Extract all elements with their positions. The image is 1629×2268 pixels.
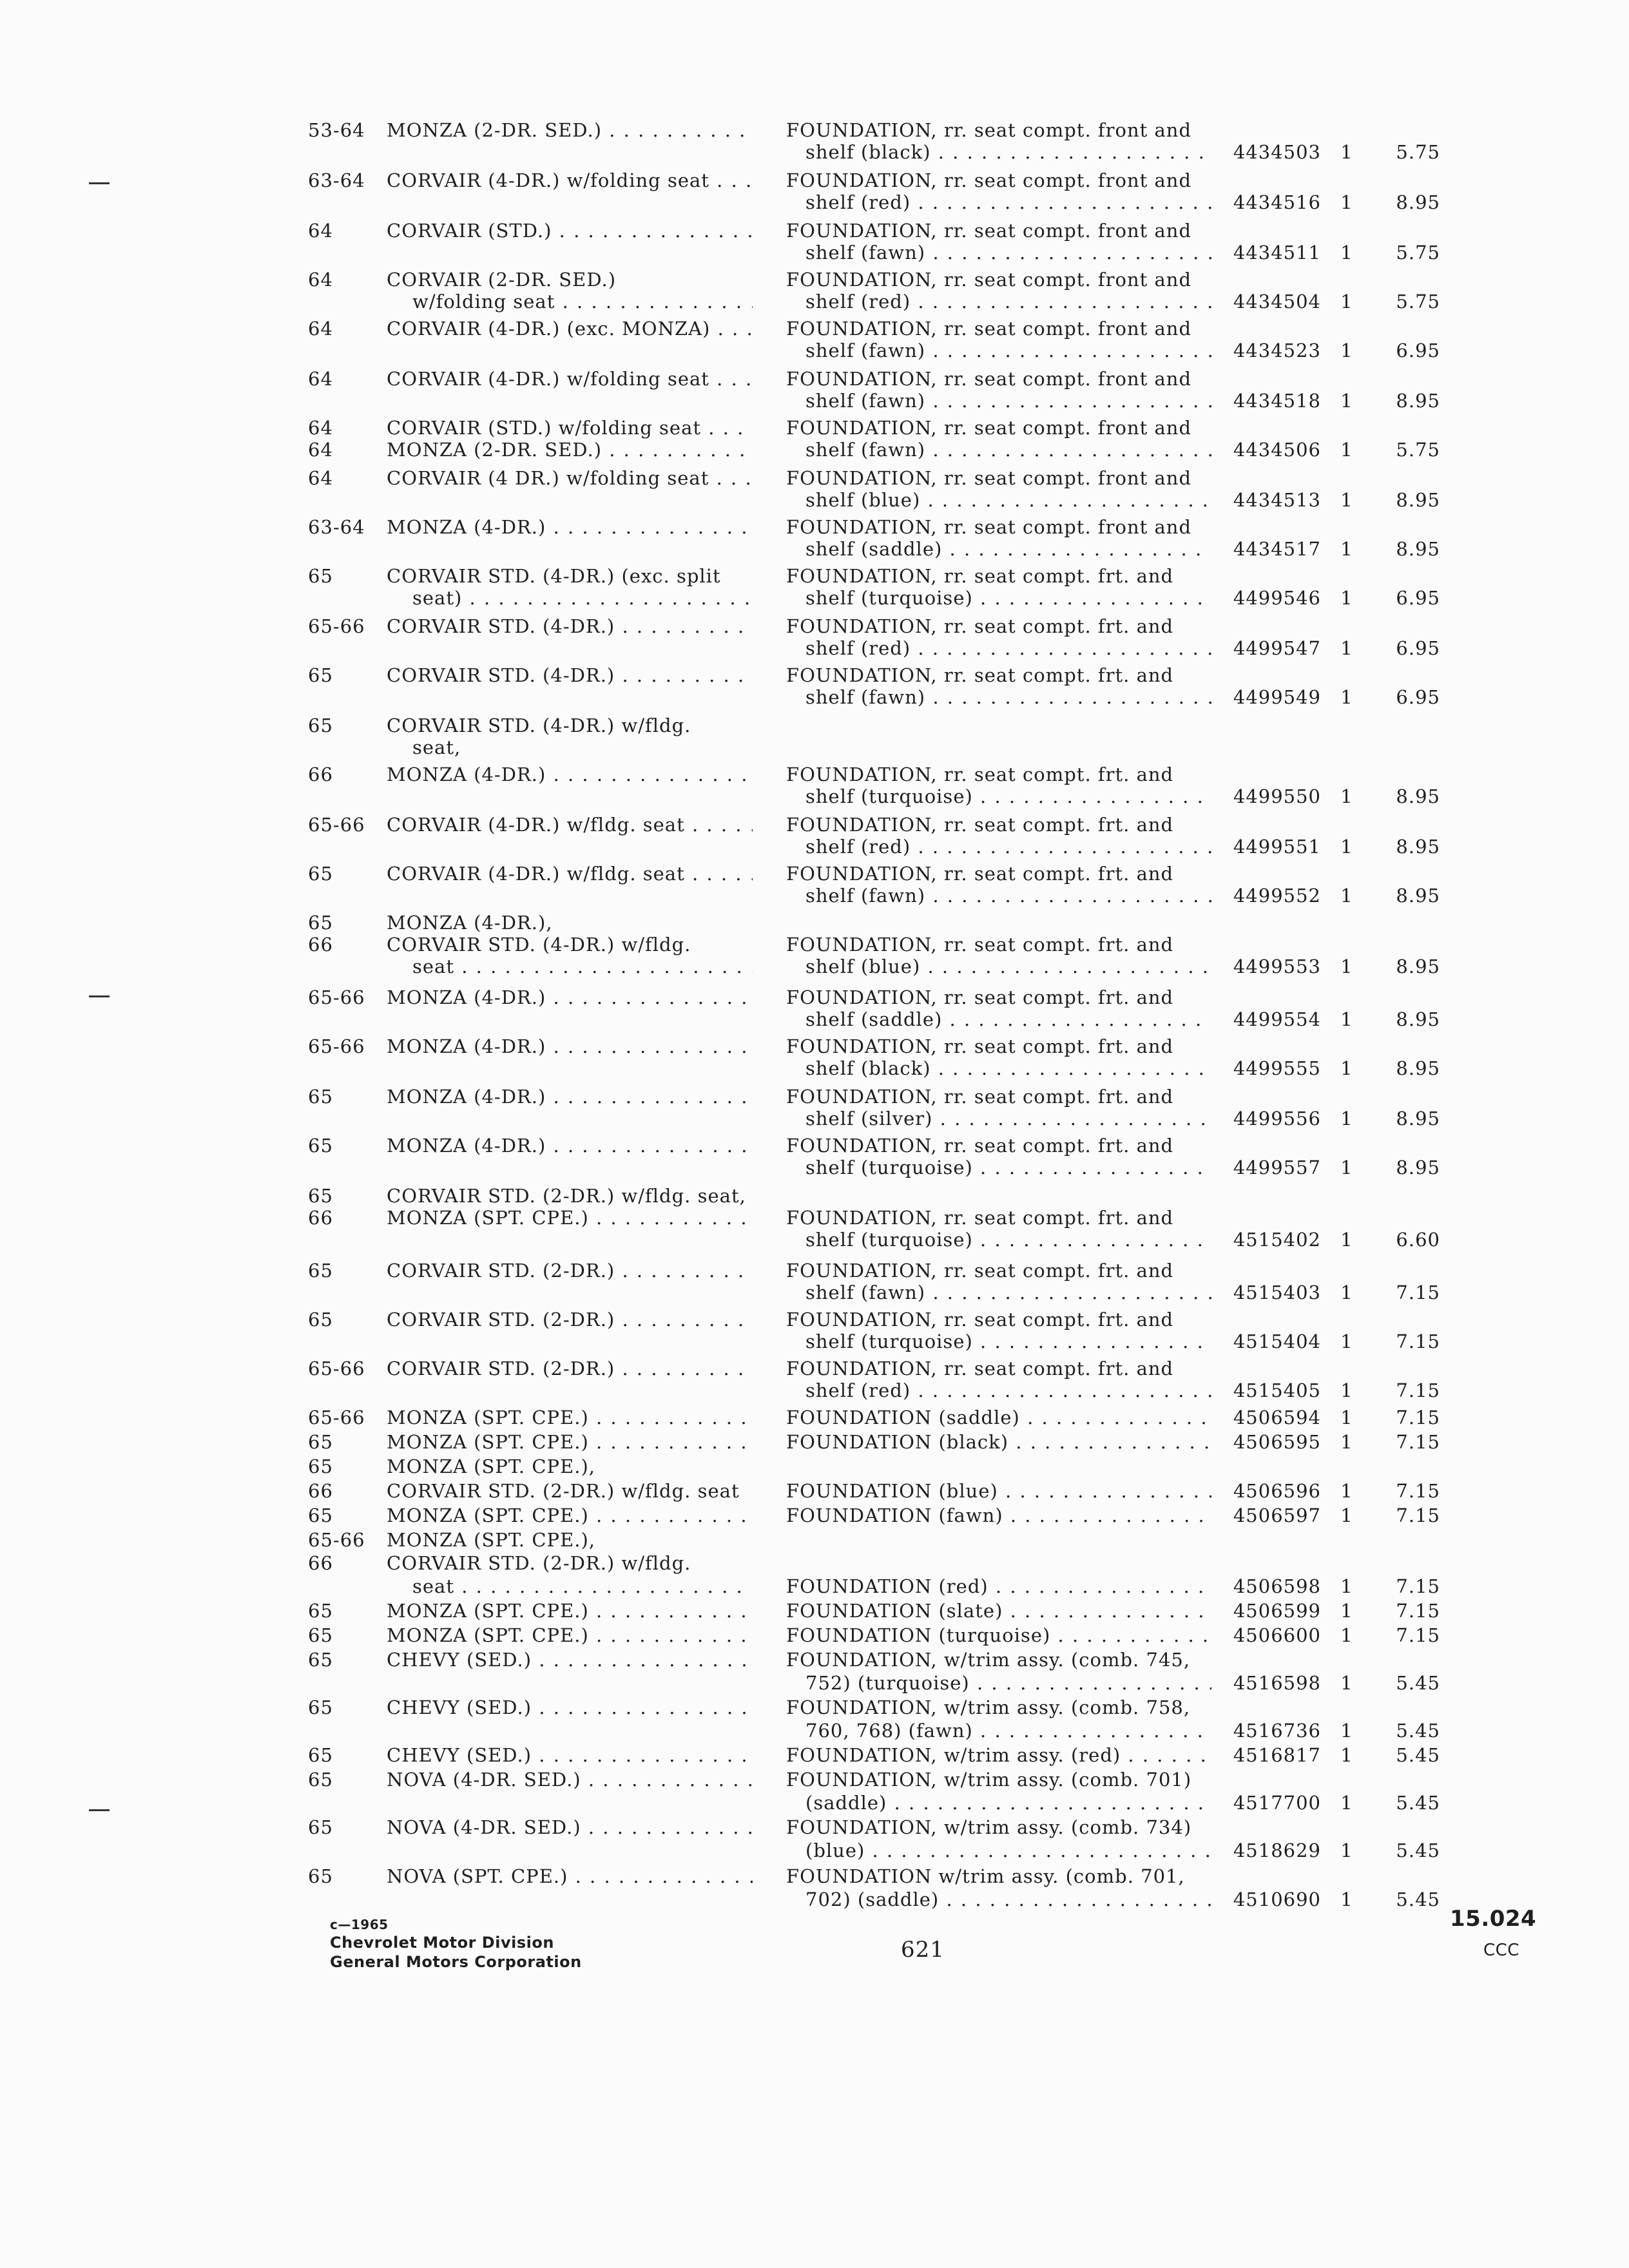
price: 7.15 [1396, 1480, 1440, 1502]
model-description: CORVAIR STD. (4-DR.) (exc. split [387, 565, 721, 587]
part-number: 4499554 [1233, 1008, 1321, 1030]
price: 6.95 [1396, 686, 1440, 708]
model-year: 65 [308, 1456, 333, 1477]
quantity: 1 [1340, 1624, 1353, 1646]
part-number: 4516598 [1233, 1672, 1321, 1694]
part-description: FOUNDATION, rr. seat compt. frt. and [786, 1260, 1174, 1282]
quantity: 1 [1340, 242, 1353, 264]
price: 7.15 [1396, 1504, 1440, 1526]
part-number: 4516736 [1233, 1720, 1321, 1742]
part-description: FOUNDATION, rr. seat compt. front and [786, 417, 1192, 439]
price: 7.15 [1396, 1624, 1440, 1646]
part-description: 752) (turquoise) . . . [805, 1671, 1211, 1695]
model-year: 65-66 [308, 615, 365, 637]
quantity: 1 [1340, 1407, 1353, 1428]
price: 7.15 [1396, 1600, 1440, 1622]
part-description: FOUNDATION, rr. seat compt. frt. and [786, 565, 1174, 587]
model-description: w/folding seat . . . [412, 290, 753, 313]
model-description: MONZA (4-DR.), [387, 912, 553, 934]
quantity: 1 [1340, 1672, 1353, 1694]
model-year: 64 [308, 368, 333, 390]
model-year: 65-66 [308, 1529, 365, 1551]
model-description: MONZA (SPT. CPE.) . . . [387, 1624, 753, 1647]
model-description: CORVAIR STD. (4-DR.) w/fldg. [387, 934, 691, 956]
model-description: seat . . . [412, 955, 753, 978]
price: 8.95 [1396, 1008, 1440, 1030]
model-year: 65 [308, 1309, 333, 1331]
part-description: FOUNDATION (fawn) . . . [786, 1504, 1211, 1527]
part-description: FOUNDATION, rr. seat compt. front and [786, 169, 1192, 191]
part-description: FOUNDATION, w/trim assy. (comb. 701) [786, 1769, 1192, 1791]
part-description: shelf (saddle) . . . [805, 537, 1211, 561]
quantity: 1 [1340, 785, 1353, 807]
part-description: FOUNDATION, w/trim assy. (red) . . . [786, 1744, 1211, 1767]
part-description: FOUNDATION, w/trim assy. (comb. 734) [786, 1816, 1192, 1838]
part-number: 4434516 [1233, 191, 1321, 213]
part-number: 4506594 [1233, 1407, 1321, 1428]
part-description: shelf (blue) . . . [805, 488, 1211, 512]
model-year: 65 [308, 1744, 333, 1766]
price: 8.95 [1396, 1057, 1440, 1079]
catalog-code: CCC [1483, 1941, 1519, 1960]
quantity: 1 [1340, 1057, 1353, 1079]
corporation-name: General Motors Corporation [330, 1953, 582, 1971]
part-description: shelf (turquoise) . . . [805, 1228, 1211, 1251]
part-number: 4506598 [1233, 1575, 1321, 1597]
part-description: FOUNDATION, rr. seat compt. frt. and [786, 1207, 1174, 1229]
model-description: CORVAIR STD. (2-DR.) . . . [387, 1308, 753, 1331]
model-description: MONZA (4-DR.) . . . [387, 763, 753, 786]
quantity: 1 [1340, 489, 1353, 511]
part-description: shelf (fawn) . . . [805, 686, 1211, 709]
model-description: MONZA (4-DR.) . . . [387, 1134, 753, 1157]
model-year: 65 [308, 1135, 333, 1157]
price: 5.75 [1396, 242, 1440, 264]
model-year: 66 [308, 1552, 333, 1574]
model-description: MONZA (4-DR.) . . . [387, 515, 753, 539]
model-description: CORVAIR (STD.) w/folding seat . . . [387, 416, 753, 439]
model-description: seat . . . [412, 1575, 753, 1598]
model-year: 65 [308, 1260, 333, 1282]
quantity: 1 [1340, 1720, 1353, 1742]
price: 8.95 [1396, 191, 1440, 213]
model-year: 65 [308, 715, 333, 736]
part-description: FOUNDATION, rr. seat compt. frt. and [786, 1358, 1174, 1379]
part-description: shelf (red) . . . [805, 835, 1211, 858]
part-description: FOUNDATION (saddle) . . . [786, 1406, 1211, 1429]
part-description: shelf (fawn) . . . [805, 1281, 1211, 1304]
part-number: 4434513 [1233, 489, 1321, 511]
model-year: 64 [308, 417, 333, 439]
price: 5.45 [1396, 1672, 1440, 1694]
model-year: 63-64 [308, 169, 365, 191]
part-description: 760, 768) (fawn) . . . [805, 1719, 1211, 1742]
part-description: shelf (fawn) . . . [805, 241, 1211, 264]
price: 5.45 [1396, 1840, 1440, 1861]
division-name: Chevrolet Motor Division [330, 1934, 554, 1952]
quantity: 1 [1340, 439, 1353, 461]
part-description: shelf (turquoise) . . . [805, 1330, 1211, 1353]
model-year: 66 [308, 1207, 333, 1229]
price: 6.95 [1396, 637, 1440, 659]
part-description: FOUNDATION, rr. seat compt. front and [786, 467, 1192, 489]
model-year: 64 [308, 318, 333, 340]
part-description: FOUNDATION, rr. seat compt. frt. and [786, 1309, 1174, 1331]
part-number: 4499550 [1233, 785, 1321, 807]
price: 7.15 [1396, 1407, 1440, 1428]
model-description: MONZA (SPT. CPE.), [387, 1456, 595, 1477]
part-number: 4499552 [1233, 885, 1321, 907]
price: 8.95 [1396, 785, 1440, 807]
model-year: 65-66 [308, 1407, 365, 1428]
part-number: 4506600 [1233, 1624, 1321, 1646]
model-description: seat, [412, 736, 461, 758]
price: 8.95 [1396, 885, 1440, 907]
part-number: 4434518 [1233, 390, 1321, 412]
part-description: FOUNDATION (turquoise) . . . [786, 1624, 1211, 1647]
quantity: 1 [1340, 1157, 1353, 1178]
part-number: 4499546 [1233, 587, 1321, 609]
model-year: 65 [308, 1624, 333, 1646]
model-description: seat) . . . [412, 586, 753, 610]
part-number: 4506597 [1233, 1504, 1321, 1526]
part-description: 702) (saddle) . . . [805, 1888, 1211, 1911]
price: 7.15 [1396, 1282, 1440, 1303]
model-year: 64 [308, 269, 333, 291]
part-description: shelf (red) . . . [805, 1379, 1211, 1402]
part-description: FOUNDATION (red) . . . [786, 1575, 1211, 1598]
model-description: CORVAIR (STD.) . . . [387, 219, 753, 242]
model-year: 65 [308, 1600, 333, 1622]
margin-tick [89, 182, 110, 184]
part-number: 4510690 [1233, 1888, 1321, 1910]
part-number: 4434523 [1233, 340, 1321, 361]
model-description: CHEVY (SED.) . . . [387, 1648, 753, 1671]
model-year: 65 [308, 1504, 333, 1526]
model-description: NOVA (SPT. CPE.) . . . [387, 1865, 753, 1888]
model-year: 53-64 [308, 119, 365, 141]
model-description: CHEVY (SED.) . . . [387, 1744, 753, 1767]
model-description: MONZA (4-DR.) . . . [387, 1035, 753, 1058]
part-description: FOUNDATION, rr. seat compt. front and [786, 318, 1192, 340]
part-number: 4506595 [1233, 1431, 1321, 1453]
price: 7.15 [1396, 1379, 1440, 1401]
model-description: MONZA (SPT. CPE.) . . . [387, 1430, 753, 1454]
price: 7.15 [1396, 1331, 1440, 1352]
price: 7.15 [1396, 1575, 1440, 1597]
part-description: FOUNDATION, w/trim assy. (comb. 745, [786, 1649, 1191, 1671]
part-number: 4516817 [1233, 1744, 1321, 1766]
model-description: MONZA (SPT. CPE.) . . . [387, 1504, 753, 1527]
model-year: 66 [308, 764, 333, 785]
price: 6.95 [1396, 587, 1440, 609]
model-year: 65 [308, 1816, 333, 1838]
model-year: 65 [308, 565, 333, 587]
part-description: FOUNDATION, rr. seat compt. frt. and [786, 1086, 1174, 1108]
part-number: 4499549 [1233, 686, 1321, 708]
quantity: 1 [1340, 1229, 1353, 1251]
part-description: shelf (fawn) . . . [805, 884, 1211, 907]
model-description: CORVAIR STD. (2-DR.) w/fldg. seat, [387, 1185, 746, 1207]
part-number: 4434504 [1233, 291, 1321, 312]
part-description: shelf (fawn) . . . [805, 389, 1211, 412]
part-description: shelf (turquoise) . . . [805, 785, 1211, 808]
model-year: 65 [308, 1649, 333, 1671]
part-description: FOUNDATION, w/trim assy. (comb. 758, [786, 1696, 1191, 1718]
model-description: CORVAIR (4-DR.) w/folding seat . . . [387, 169, 753, 192]
part-number: 4434517 [1233, 538, 1321, 560]
part-description: FOUNDATION, rr. seat compt. front and [786, 220, 1192, 242]
quantity: 1 [1340, 587, 1353, 609]
margin-tick [89, 1809, 110, 1811]
model-year: 63-64 [308, 516, 365, 538]
model-year: 65 [308, 1086, 333, 1108]
part-number: 4517700 [1233, 1792, 1321, 1814]
price: 8.95 [1396, 836, 1440, 858]
quantity: 1 [1340, 538, 1353, 560]
part-description: shelf (silver) . . . [805, 1107, 1211, 1130]
price: 8.95 [1396, 489, 1440, 511]
price: 8.95 [1396, 390, 1440, 412]
model-year: 64 [308, 439, 333, 461]
part-description: FOUNDATION w/trim assy. (comb. 701, [786, 1865, 1185, 1887]
model-year: 65-66 [308, 814, 365, 836]
part-description: FOUNDATION, rr. seat compt. frt. and [786, 934, 1174, 956]
model-year: 65 [308, 863, 333, 885]
model-description: NOVA (4-DR. SED.) . . . [387, 1768, 753, 1791]
part-number: 4518629 [1233, 1840, 1321, 1861]
part-description: shelf (red) . . . [805, 637, 1211, 660]
quantity: 1 [1340, 836, 1353, 858]
part-number: 4499556 [1233, 1108, 1321, 1129]
model-description: CORVAIR STD. (4-DR.) . . . [387, 664, 753, 687]
part-description: FOUNDATION (slate) . . . [786, 1599, 1211, 1622]
part-description: shelf (turquoise) . . . [805, 1156, 1211, 1179]
model-description: MONZA (4-DR.) . . . [387, 1085, 753, 1108]
part-description: shelf (fawn) . . . [805, 339, 1211, 362]
model-description: NOVA (4-DR. SED.) . . . [387, 1816, 753, 1839]
quantity: 1 [1340, 1431, 1353, 1453]
part-number: 4499551 [1233, 836, 1321, 858]
quantity: 1 [1340, 390, 1353, 412]
section-number: 15.024 [1450, 1906, 1537, 1932]
quantity: 1 [1340, 686, 1353, 708]
price: 8.95 [1396, 538, 1440, 560]
part-number: 4515404 [1233, 1331, 1321, 1352]
part-description: shelf (blue) . . . [805, 955, 1211, 978]
quantity: 1 [1340, 1379, 1353, 1401]
quantity: 1 [1340, 1282, 1353, 1303]
quantity: 1 [1340, 1008, 1353, 1030]
part-description: shelf (saddle) . . . [805, 1008, 1211, 1031]
model-description: MONZA (SPT. CPE.) . . . [387, 1599, 753, 1622]
quantity: 1 [1340, 1108, 1353, 1129]
model-year: 66 [308, 1480, 333, 1502]
quantity: 1 [1340, 1331, 1353, 1352]
price: 6.95 [1396, 340, 1440, 361]
model-description: MONZA (2-DR. SED.) . . . [387, 119, 753, 142]
quantity: 1 [1340, 340, 1353, 361]
quantity: 1 [1340, 1792, 1353, 1814]
model-year: 65 [308, 1769, 333, 1791]
part-number: 4515403 [1233, 1282, 1321, 1303]
part-number: 4434506 [1233, 439, 1321, 461]
model-year: 65-66 [308, 1035, 365, 1057]
model-description: CORVAIR (4-DR.) (exc. MONZA) . . . [387, 317, 753, 340]
part-description: FOUNDATION, rr. seat compt. frt. and [786, 814, 1174, 836]
part-description: FOUNDATION (blue) . . . [786, 1479, 1211, 1503]
part-description: shelf (black) . . . [805, 1057, 1211, 1080]
price: 8.95 [1396, 956, 1440, 977]
model-description: MONZA (SPT. CPE.) . . . [387, 1406, 753, 1429]
part-description: FOUNDATION, rr. seat compt. frt. and [786, 986, 1174, 1008]
model-description: MONZA (SPT. CPE.), [387, 1529, 595, 1551]
part-description: FOUNDATION, rr. seat compt. front and [786, 269, 1192, 291]
quantity: 1 [1340, 1744, 1353, 1766]
part-description: shelf (turquoise) . . . [805, 586, 1211, 610]
price: 5.75 [1396, 291, 1440, 312]
quantity: 1 [1340, 191, 1353, 213]
quantity: 1 [1340, 637, 1353, 659]
part-description: FOUNDATION, rr. seat compt. front and [786, 368, 1192, 390]
model-description: CORVAIR STD. (4-DR.) w/fldg. [387, 715, 691, 736]
price: 6.60 [1396, 1229, 1440, 1251]
model-description: CORVAIR STD. (2-DR.) w/fldg. seat [387, 1480, 740, 1502]
price: 7.15 [1396, 1431, 1440, 1453]
quantity: 1 [1340, 1600, 1353, 1622]
model-year: 65 [308, 912, 333, 934]
model-description: CORVAIR STD. (4-DR.) . . . [387, 615, 753, 638]
quantity: 1 [1340, 291, 1353, 312]
part-number: 4434503 [1233, 141, 1321, 163]
model-description: MONZA (SPT. CPE.) . . . [387, 1206, 753, 1229]
quantity: 1 [1340, 141, 1353, 163]
part-number: 4506596 [1233, 1480, 1321, 1502]
part-number: 4515402 [1233, 1229, 1321, 1251]
quantity: 1 [1340, 885, 1353, 907]
price: 5.45 [1396, 1888, 1440, 1910]
price: 8.95 [1396, 1157, 1440, 1178]
model-description: CORVAIR (4-DR.) w/folding seat . . . [387, 367, 753, 390]
quantity: 1 [1340, 956, 1353, 977]
model-year: 65 [308, 664, 333, 686]
model-description: CORVAIR (4 DR.) w/folding seat . . . [387, 466, 753, 490]
part-description: FOUNDATION, rr. seat compt. frt. and [786, 664, 1174, 686]
part-description: FOUNDATION, rr. seat compt. front and [786, 119, 1192, 141]
model-description: CORVAIR (4-DR.) w/fldg. seat . . . [387, 813, 753, 836]
model-year: 66 [308, 934, 333, 956]
model-description: CORVAIR (2-DR. SED.) [387, 269, 617, 291]
part-description: FOUNDATION, rr. seat compt. frt. and [786, 615, 1174, 637]
part-description: FOUNDATION, rr. seat compt. frt. and [786, 863, 1174, 885]
part-number: 4499555 [1233, 1057, 1321, 1079]
model-year: 65 [308, 1865, 333, 1887]
page-number: 621 [901, 1937, 945, 1963]
margin-tick [89, 995, 110, 997]
model-description: MONZA (2-DR. SED.) . . . [387, 438, 753, 461]
part-description: FOUNDATION, rr. seat compt. frt. and [786, 1035, 1174, 1057]
quantity: 1 [1340, 1888, 1353, 1910]
model-year: 65-66 [308, 986, 365, 1008]
part-description: FOUNDATION (black) . . . [786, 1430, 1211, 1454]
part-number: 4506599 [1233, 1600, 1321, 1622]
part-number: 4499553 [1233, 956, 1321, 977]
model-year: 65 [308, 1185, 333, 1207]
part-description: shelf (red) . . . [805, 191, 1211, 214]
model-year: 65 [308, 1431, 333, 1453]
price: 8.95 [1396, 1108, 1440, 1129]
part-description: FOUNDATION, rr. seat compt. frt. and [786, 764, 1174, 785]
model-description: CORVAIR STD. (2-DR.) w/fldg. [387, 1552, 691, 1574]
copyright-notice: c—1965 [330, 1917, 389, 1932]
quantity: 1 [1340, 1575, 1353, 1597]
model-description: MONZA (4-DR.) . . . [387, 986, 753, 1009]
part-number: 4434511 [1233, 242, 1321, 264]
part-description: shelf (fawn) . . . [805, 438, 1211, 461]
model-description: CORVAIR (4-DR.) w/fldg. seat . . . [387, 862, 753, 885]
price: 5.45 [1396, 1744, 1440, 1766]
model-year: 64 [308, 467, 333, 489]
model-description: CORVAIR STD. (2-DR.) . . . [387, 1357, 753, 1380]
model-year: 65 [308, 1696, 333, 1718]
part-description: shelf (red) . . . [805, 290, 1211, 313]
part-description: shelf (black) . . . [805, 140, 1211, 164]
quantity: 1 [1340, 1504, 1353, 1526]
model-description: CORVAIR STD. (2-DR.) . . . [387, 1259, 753, 1282]
part-description: FOUNDATION, rr. seat compt. frt. and [786, 1135, 1174, 1157]
price: 5.45 [1396, 1720, 1440, 1742]
part-description: FOUNDATION, rr. seat compt. front and [786, 516, 1192, 538]
part-number: 4515405 [1233, 1379, 1321, 1401]
part-description: (saddle) . . . [805, 1791, 1211, 1814]
model-year: 64 [308, 220, 333, 242]
model-description: CHEVY (SED.) . . . [387, 1696, 753, 1719]
model-year: 65-66 [308, 1358, 365, 1379]
part-number: 4499547 [1233, 637, 1321, 659]
part-number: 4499557 [1233, 1157, 1321, 1178]
quantity: 1 [1340, 1480, 1353, 1502]
price: 5.45 [1396, 1792, 1440, 1814]
quantity: 1 [1340, 1840, 1353, 1861]
price: 5.75 [1396, 141, 1440, 163]
part-description: (blue) . . . [805, 1839, 1211, 1862]
price: 5.75 [1396, 439, 1440, 461]
